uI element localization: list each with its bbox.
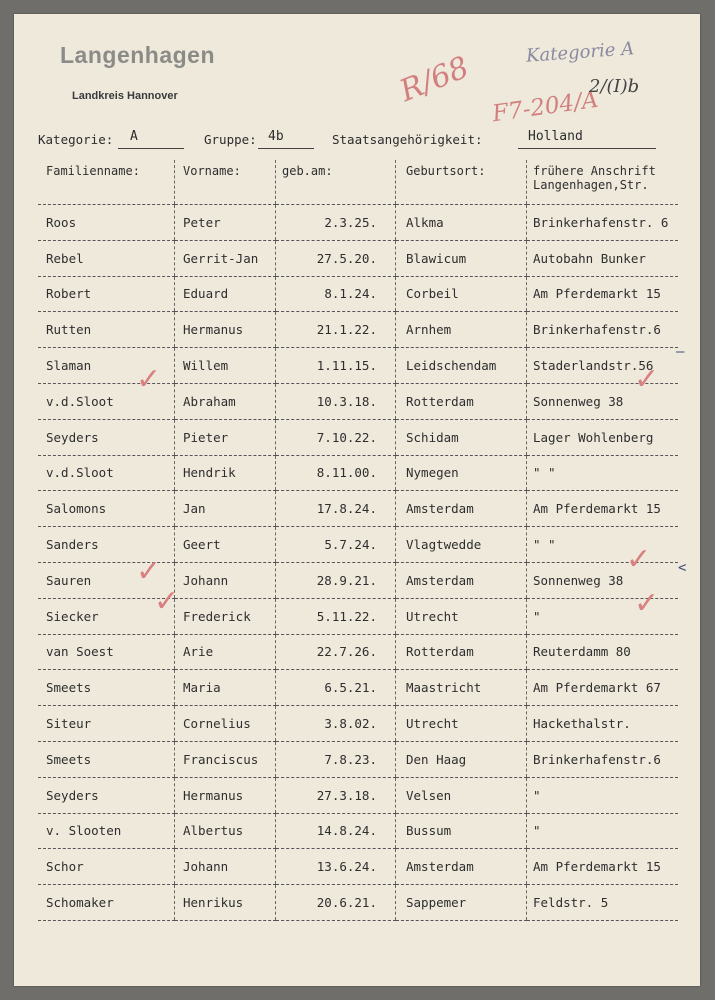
cell-birthplace: Schidam <box>396 419 527 455</box>
cell-birthplace: Leidschendam <box>396 348 527 384</box>
cell-born: 7.8.23. <box>276 741 396 777</box>
cell-born: 7.10.22. <box>276 419 396 455</box>
cell-birthplace: Corbeil <box>396 276 527 312</box>
person-table <box>38 160 678 921</box>
cell-surname: Salomons <box>38 491 175 527</box>
cell-surname: Siteur <box>38 706 175 742</box>
table-row <box>38 634 678 670</box>
cell-surname: Sanders <box>38 527 175 563</box>
nationality-label: Staatsangehörigkeit: <box>332 132 483 147</box>
cell-surname: Smeets <box>38 741 175 777</box>
cell-born: 3.8.02. <box>276 706 396 742</box>
cell-address: Sonnenweg 38 <box>527 562 679 598</box>
cell-address: " " <box>527 527 679 563</box>
cell-firstname: Pieter <box>175 419 276 455</box>
cell-birthplace: Amsterdam <box>396 562 527 598</box>
margin-mark: — <box>676 344 685 360</box>
cell-address: " " <box>527 455 679 491</box>
cell-address: Am Pferdemarkt 15 <box>527 849 679 885</box>
cell-birthplace: Rotterdam <box>396 634 527 670</box>
cell-firstname: Abraham <box>175 383 276 419</box>
cell-born: 10.3.18. <box>276 383 396 419</box>
table-row <box>38 813 678 849</box>
cell-born: 8.1.24. <box>276 276 396 312</box>
cell-surname: Seyders <box>38 777 175 813</box>
table-row <box>38 312 678 348</box>
table-row <box>38 741 678 777</box>
cell-firstname: Jan <box>175 491 276 527</box>
cell-born: 22.7.26. <box>276 634 396 670</box>
cell-born: 5.7.24. <box>276 527 396 563</box>
cell-born: 5.11.22. <box>276 598 396 634</box>
cell-address: " <box>527 598 679 634</box>
cell-firstname: Hermanus <box>175 312 276 348</box>
pencil-category-note: Kategorie A <box>525 38 635 67</box>
cell-address: Am Pferdemarkt 15 <box>527 491 679 527</box>
cell-firstname: Willem <box>175 348 276 384</box>
table-row <box>38 527 678 563</box>
cell-address: " <box>527 813 679 849</box>
table-row <box>38 240 678 276</box>
cell-birthplace: Bussum <box>396 813 527 849</box>
cell-firstname: Johann <box>175 562 276 598</box>
cell-birthplace: Maastricht <box>396 670 527 706</box>
table-row <box>38 276 678 312</box>
cell-firstname: Johann <box>175 849 276 885</box>
cell-firstname: Henrikus <box>175 885 276 921</box>
cell-firstname: Geert <box>175 527 276 563</box>
cell-surname: Rebel <box>38 240 175 276</box>
cell-born: 6.5.21. <box>276 670 396 706</box>
cell-birthplace: Velsen <box>396 777 527 813</box>
cell-surname: Rutten <box>38 312 175 348</box>
cell-birthplace: Amsterdam <box>396 849 527 885</box>
cell-address: Lager Wohlenberg <box>527 419 679 455</box>
cell-born: 27.5.20. <box>276 240 396 276</box>
cell-address: Staderlandstr.56 <box>527 348 679 384</box>
cell-born: 17.8.24. <box>276 491 396 527</box>
cell-birthplace: Amsterdam <box>396 491 527 527</box>
cell-birthplace: Den Haag <box>396 741 527 777</box>
cell-surname: Sauren <box>38 562 175 598</box>
cell-surname: Schomaker <box>38 885 175 921</box>
cell-address: Sonnenweg 38 <box>527 383 679 419</box>
cell-birthplace: Rotterdam <box>396 383 527 419</box>
table-row <box>38 706 678 742</box>
col-address-line2: Langenhagen,Str. <box>533 178 649 192</box>
cell-birthplace: Blawicum <box>396 240 527 276</box>
cell-born: 1.11.15. <box>276 348 396 384</box>
cell-born: 13.6.24. <box>276 849 396 885</box>
margin-mark: < <box>678 560 687 576</box>
col-born: geb.am: <box>276 160 396 205</box>
table-row <box>38 849 678 885</box>
cell-surname: Roos <box>38 205 175 241</box>
cell-firstname: Franciscus <box>175 741 276 777</box>
table-row <box>38 455 678 491</box>
table-row <box>38 777 678 813</box>
town-heading: Langenhagen <box>60 42 216 68</box>
col-surname: Familienname: <box>38 160 175 205</box>
col-firstname: Vorname: <box>175 160 276 205</box>
cell-address: Brinkerhafenstr.6 <box>527 312 679 348</box>
cell-born: 8.11.00. <box>276 455 396 491</box>
red-handwritten-note: R/68 <box>395 49 474 110</box>
cell-born: 21.1.22. <box>276 312 396 348</box>
category-value: A <box>130 129 138 144</box>
col-address-line1: frühere Anschrift <box>533 164 656 178</box>
document-sheet <box>14 14 700 986</box>
cell-birthplace: Utrecht <box>396 598 527 634</box>
cell-firstname: Albertus <box>175 813 276 849</box>
group-label: Gruppe: <box>204 132 257 147</box>
table-row <box>38 419 678 455</box>
red-check-mark: ✓ <box>634 586 660 621</box>
red-check-mark: ✓ <box>634 362 660 397</box>
cell-address: Autobahn Bunker <box>527 240 679 276</box>
group-value: 4b <box>268 129 284 144</box>
cell-surname: Siecker <box>38 598 175 634</box>
cell-surname: Schor <box>38 849 175 885</box>
cell-birthplace: Sappemer <box>396 885 527 921</box>
table-row <box>38 562 678 598</box>
cell-firstname: Hendrik <box>175 455 276 491</box>
cell-born: 27.3.18. <box>276 777 396 813</box>
table-header-row <box>38 160 678 205</box>
cell-birthplace: Alkma <box>396 205 527 241</box>
cell-birthplace: Nymegen <box>396 455 527 491</box>
col-birthplace: Geburtsort: <box>396 160 527 205</box>
cell-firstname: Gerrit-Jan <box>175 240 276 276</box>
cell-address: Hackethalstr. <box>527 706 679 742</box>
cell-surname: van Soest <box>38 634 175 670</box>
cell-surname: v.d.Sloot <box>38 383 175 419</box>
red-check-mark: ✓ <box>136 362 162 397</box>
pencil-group-note: 2/(I)b <box>589 76 640 97</box>
cell-address: Am Pferdemarkt 15 <box>527 276 679 312</box>
cell-firstname: Peter <box>175 205 276 241</box>
cell-surname: Robert <box>38 276 175 312</box>
red-check-mark: ✓ <box>626 542 652 577</box>
red-check-mark: ✓ <box>136 554 162 589</box>
cell-address: Feldstr. 5 <box>527 885 679 921</box>
cell-surname: Smeets <box>38 670 175 706</box>
red-reference-note: F7-204/A <box>490 86 600 128</box>
cell-firstname: Cornelius <box>175 706 276 742</box>
cell-address: Brinkerhafenstr. 6 <box>527 205 679 241</box>
cell-birthplace: Utrecht <box>396 706 527 742</box>
table-row <box>38 885 678 921</box>
cell-born: 2.3.25. <box>276 205 396 241</box>
red-check-mark: ✓ <box>154 584 180 619</box>
table-body <box>38 205 678 921</box>
category-label: Kategorie: <box>38 132 114 147</box>
cell-address: " <box>527 777 679 813</box>
cell-surname: v. Slooten <box>38 813 175 849</box>
cell-born: 20.6.21. <box>276 885 396 921</box>
table-row <box>38 383 678 419</box>
cell-firstname: Frederick <box>175 598 276 634</box>
cell-surname: Seyders <box>38 419 175 455</box>
cell-firstname: Arie <box>175 634 276 670</box>
district-stamp: Landkreis Hannover <box>72 90 178 102</box>
table-row <box>38 348 678 384</box>
nationality-value: Holland <box>528 129 583 144</box>
cell-birthplace: Vlagtwedde <box>396 527 527 563</box>
cell-surname: v.d.Sloot <box>38 455 175 491</box>
cell-birthplace: Arnhem <box>396 312 527 348</box>
table-row <box>38 598 678 634</box>
col-address <box>527 160 679 205</box>
cell-firstname: Maria <box>175 670 276 706</box>
cell-firstname: Hermanus <box>175 777 276 813</box>
cell-born: 14.8.24. <box>276 813 396 849</box>
cell-born: 28.9.21. <box>276 562 396 598</box>
cell-surname: Slaman <box>38 348 175 384</box>
cell-address: Reuterdamm 80 <box>527 634 679 670</box>
table-row <box>38 205 678 241</box>
cell-firstname: Eduard <box>175 276 276 312</box>
cell-address: Am Pferdemarkt 67 <box>527 670 679 706</box>
cell-address: Brinkerhafenstr.6 <box>527 741 679 777</box>
table-row <box>38 670 678 706</box>
table-row <box>38 491 678 527</box>
